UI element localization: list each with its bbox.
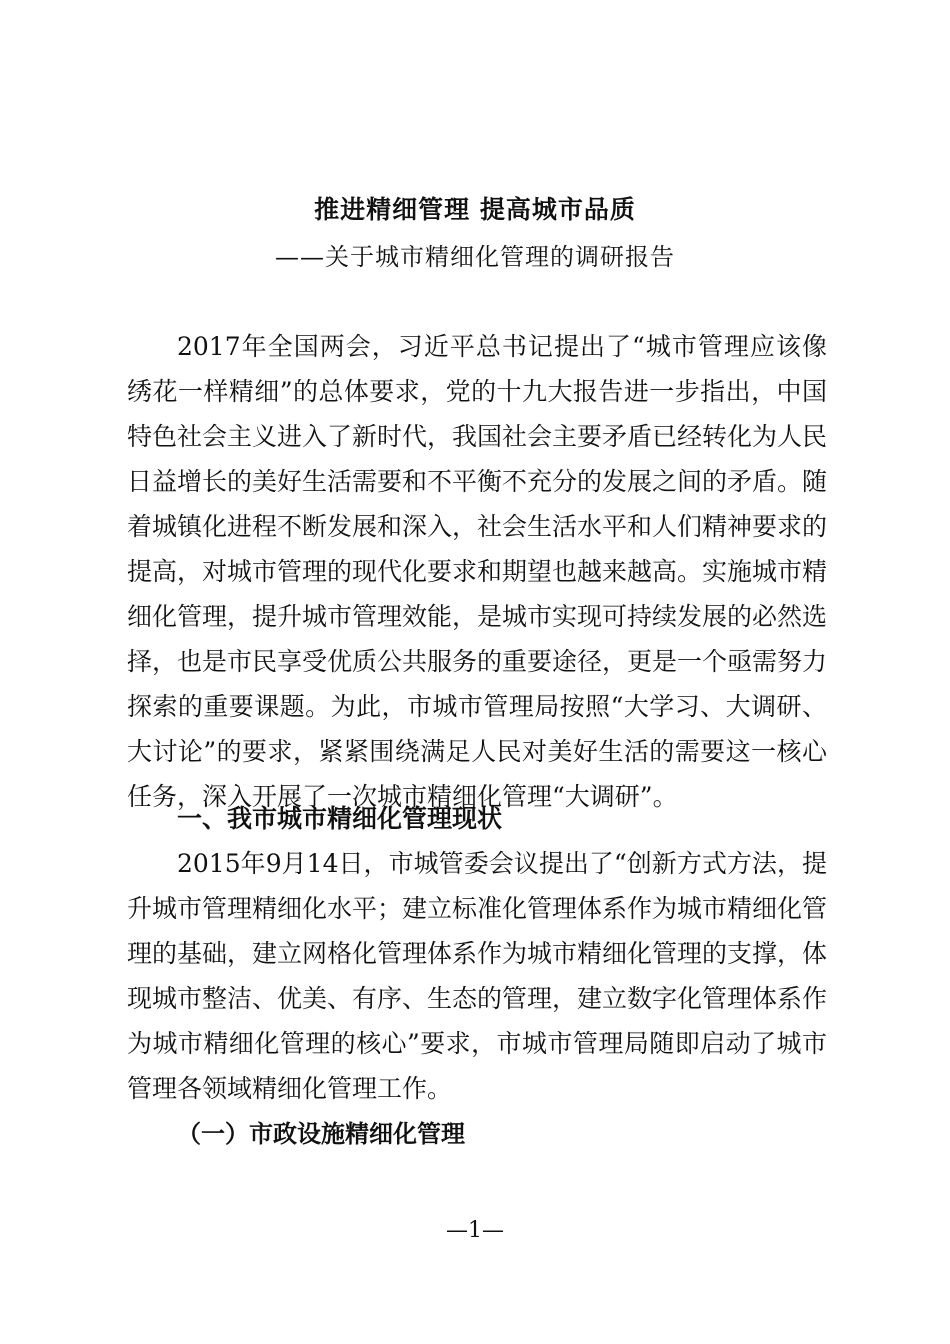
- section-heading: 一、我市城市精细化管理现状: [177, 804, 503, 833]
- body-paragraph-status: [127, 841, 827, 1111]
- paragraph-text: 2015年9月14日，市城管委会议提出了“创新方式方法，提升城市管理精细化水平；建立标准化管理体系作为城市精细化管理的基础，建立网格化管理体系作为城市精细化管理的支撑，体现城市整洁、优美、有序、生态的管理，建立数字化管理体系作为城市精细化管理的核心”要求，市城市管理局随即启动了城市管理各领域精细化管理工作。: [127, 849, 828, 1103]
- paragraph-text: 2017年全国两会，习近平总书记提出了“城市管理应该像绣花一样精细”的总体要求，党的十九大报告进一步指出，中国特色社会主义进入了新时代，我国社会主要矛盾已经转化为人民日益增长的美好生活需要和不平衡不充分的发展之间的矛盾。随着城镇化进程不断发展和深入，社会生活水平和人们精神要求的提高，对城市管理的现代化要求和期望也越来越高。实施城市精细化管理，提升城市管理效能，是城市实现可持续发展的必然选择，也是市民享受优质公共服务的重要途径，更是一个亟需努力探索的重要课题。为此，市城市管理局按照“大学习、大调研、大讨论”的要求，紧紧围绕满足人民对美好生活的需要这一核心任务，深入开展了一次城市精细化管理“大调研”。: [127, 332, 828, 811]
- document-subtitle: ——关于城市精细化管理的调研报告: [275, 243, 675, 271]
- subsection-heading: （一）市政设施精细化管理: [177, 1119, 465, 1148]
- document-title: 推进精细管理 提高城市品质: [314, 195, 636, 224]
- page-number: —1—: [446, 1218, 504, 1243]
- body-paragraph-intro: [127, 324, 827, 819]
